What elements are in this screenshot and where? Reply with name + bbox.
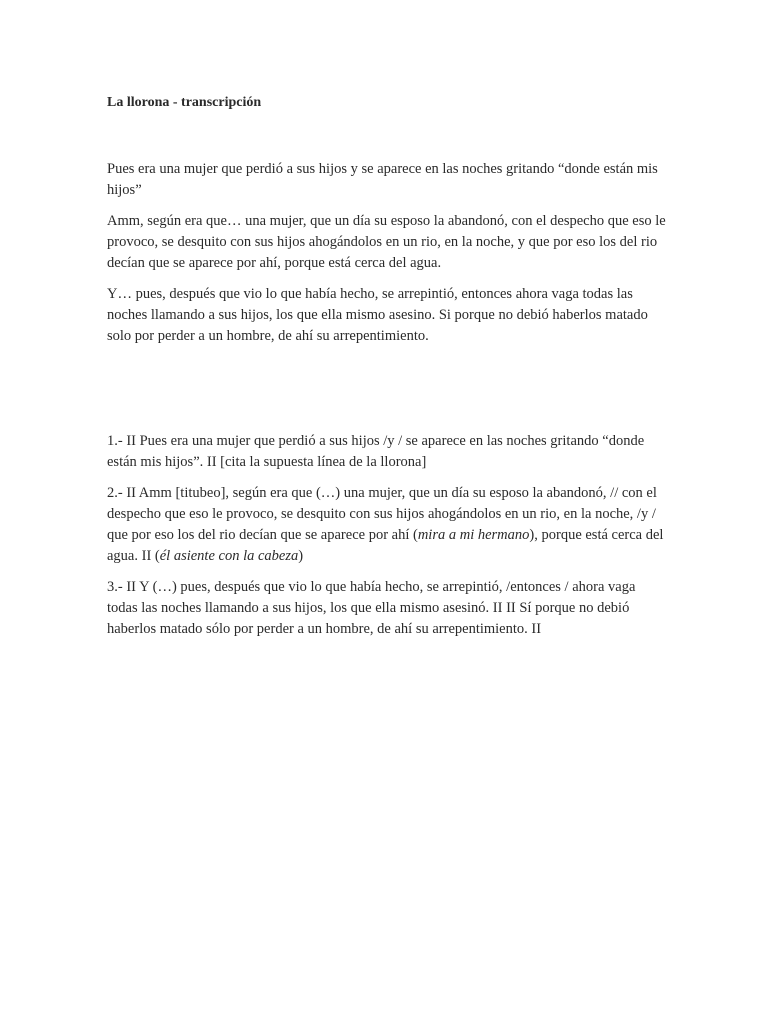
paragraph-3: Y… pues, después que vio lo que había hecho, se arrepintió, entonces ahora vaga todas las noches llamando a sus hijos, los que ella mismo asesino. Si porque no debió haberlos matado solo por perder a un hombre, de ahí su arrepentimiento. xyxy=(107,286,648,344)
transcription-line-2 xyxy=(107,483,667,567)
transcription-line-2-italic-1: mira a mi hermano xyxy=(417,527,530,543)
paragraph-1: Pues era una mujer que perdió a sus hijos y se aparece en las noches gritando “donde están mis hijos” xyxy=(107,161,658,198)
transcription-line-2-text-c: ) xyxy=(298,548,304,564)
paragraph-2: Amm, según era que… una mujer, que un día su esposo la abandonó, con el despecho que eso le provoco, se desquito con sus hijos ahogándolos en un rio, en la noche, y que por eso los del rio decían que se aparece por ahí, porque está cerca del agua. xyxy=(107,213,666,271)
transcription-line-1: 1.- II Pues era una mujer que perdió a sus hijos /y / se aparece en las noches gritando “donde están mis hijos”. II [cita la supuesta línea de la llorona] xyxy=(107,433,645,470)
document-page xyxy=(107,92,667,650)
transcription-line-2-text-b: ), porque está cerca del agua. II ( xyxy=(107,527,664,564)
transcription-line-2-text-a: 2.- II Amm [titubeo], según era que (…) una mujer, que un día su esposo la abandonó, // con el despecho que eso le provoco, se desquito con sus hijos ahogándolos en un rio, en la noche, /y / que por eso los del rio decían que se aparece por ahí ( xyxy=(107,485,657,543)
transcription-line-2-italic-2: él asiente con la cabeza xyxy=(159,548,299,564)
document-title: La llorona - transcripción xyxy=(107,95,262,110)
section-spacer xyxy=(107,357,667,431)
transcription-line-3: 3.- II Y (…) pues, después que vio lo que había hecho, se arrepintió, /entonces / ahora vaga todas las noches llamando a sus hijos, los que ella mismo asesinó. II II Sí porque no debió haberlos matado sólo por perder a un hombre, de ahí su arrepentimiento. II xyxy=(107,579,636,637)
